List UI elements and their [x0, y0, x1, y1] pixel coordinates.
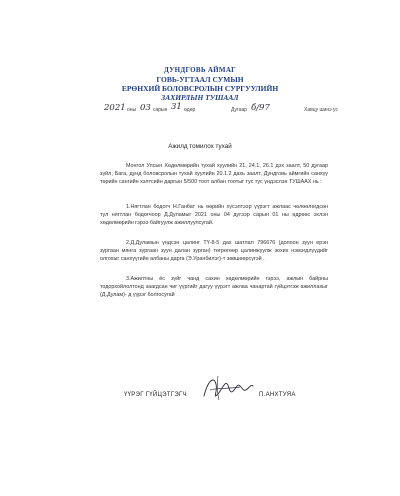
body-paragraph-2: 1.Нягтлан бодогч Н.Ганбат нь өөрийн хүсэлтээр үүрэгт ажлаас чөлөөлөгдсөн тул нягтлан бодогчоор Д.Дуламыг 2021 оны 04 дүгээр сарын 01 ны өдрөөс эхлэн хөдөлмөрийн гэрээ байгуулж ажиллуулсугай.: [100, 204, 328, 226]
order-number: б/97: [251, 103, 270, 113]
header-order-title: ЗАХИРЛЫН ТУШААЛ: [161, 93, 239, 102]
header-soum: ГОВЬ-УГТААЛ СУМЫН: [156, 75, 244, 84]
place-name: Хавцу шинэ ус: [304, 107, 338, 113]
date-year: 2021: [104, 103, 126, 113]
body-paragraph-1: Монгол Улсын Хөдөлмөрийн тухай хуулийн 21, 24.1, 26.1 дэх заалт, 50 дугаар зүйл, Бага, дунд боловсролын тухай хуулийн 20.1.2 дахь заалт, Дундговь аймгийн санхүү төрийн сангийн хэлтсийн даргын 5/500 тоот албан тоотыг тус тус үндэслэн ТУШААХ нь :: [100, 163, 328, 185]
date-month-suffix: сарын: [153, 107, 168, 113]
date-month: 03: [140, 103, 151, 113]
header-school: ЕРӨНХИЙ БОЛОВСРОЛЫН СУРГУУЛИЙН: [121, 84, 279, 93]
body-paragraph-4: 3.Ажилтны ёс зүйг чанд сахин хөдөлмөрийн гэрээ, ажлын байрны тодорхойлолтонд заагдсан чиг үүргийг дагуу үүрэгт ажлаа чанартай гүйцэтгэж ажиллахыг (Д.Дулам)- д үүрэг болгосугай: [100, 276, 328, 298]
signatory-role: ҮҮРЭГ ГҮЙЦЭТГЭГЧ: [124, 392, 187, 398]
date-year-suffix: оны: [127, 107, 137, 113]
body-paragraph-3: 2.Д.Дуламын үндсэн цалинг ТҮ-8-5 дах шатлал 796676 (долоон зуун ерэн зургаан мянга зургаан зуун далан зурган) төгрөгөөр цалинжуулж зохих нэмэгдлүүдийг олгохыг санхүүгийн албаны дарга (Э.Уранбилэг)-т зөвшөөрсүгэй .: [100, 240, 328, 262]
header-province: ДУНДГОВЬ АЙМАГ: [164, 66, 236, 74]
date-day-suffix: өдөр: [184, 107, 196, 113]
date-day: 31: [171, 102, 182, 112]
number-label: Дугаар: [231, 107, 248, 113]
document-title: Ажилд томилох тухай: [168, 143, 232, 150]
signatory-name: П.АНХТУЯА: [259, 392, 296, 398]
handwritten-signature: [196, 370, 256, 404]
